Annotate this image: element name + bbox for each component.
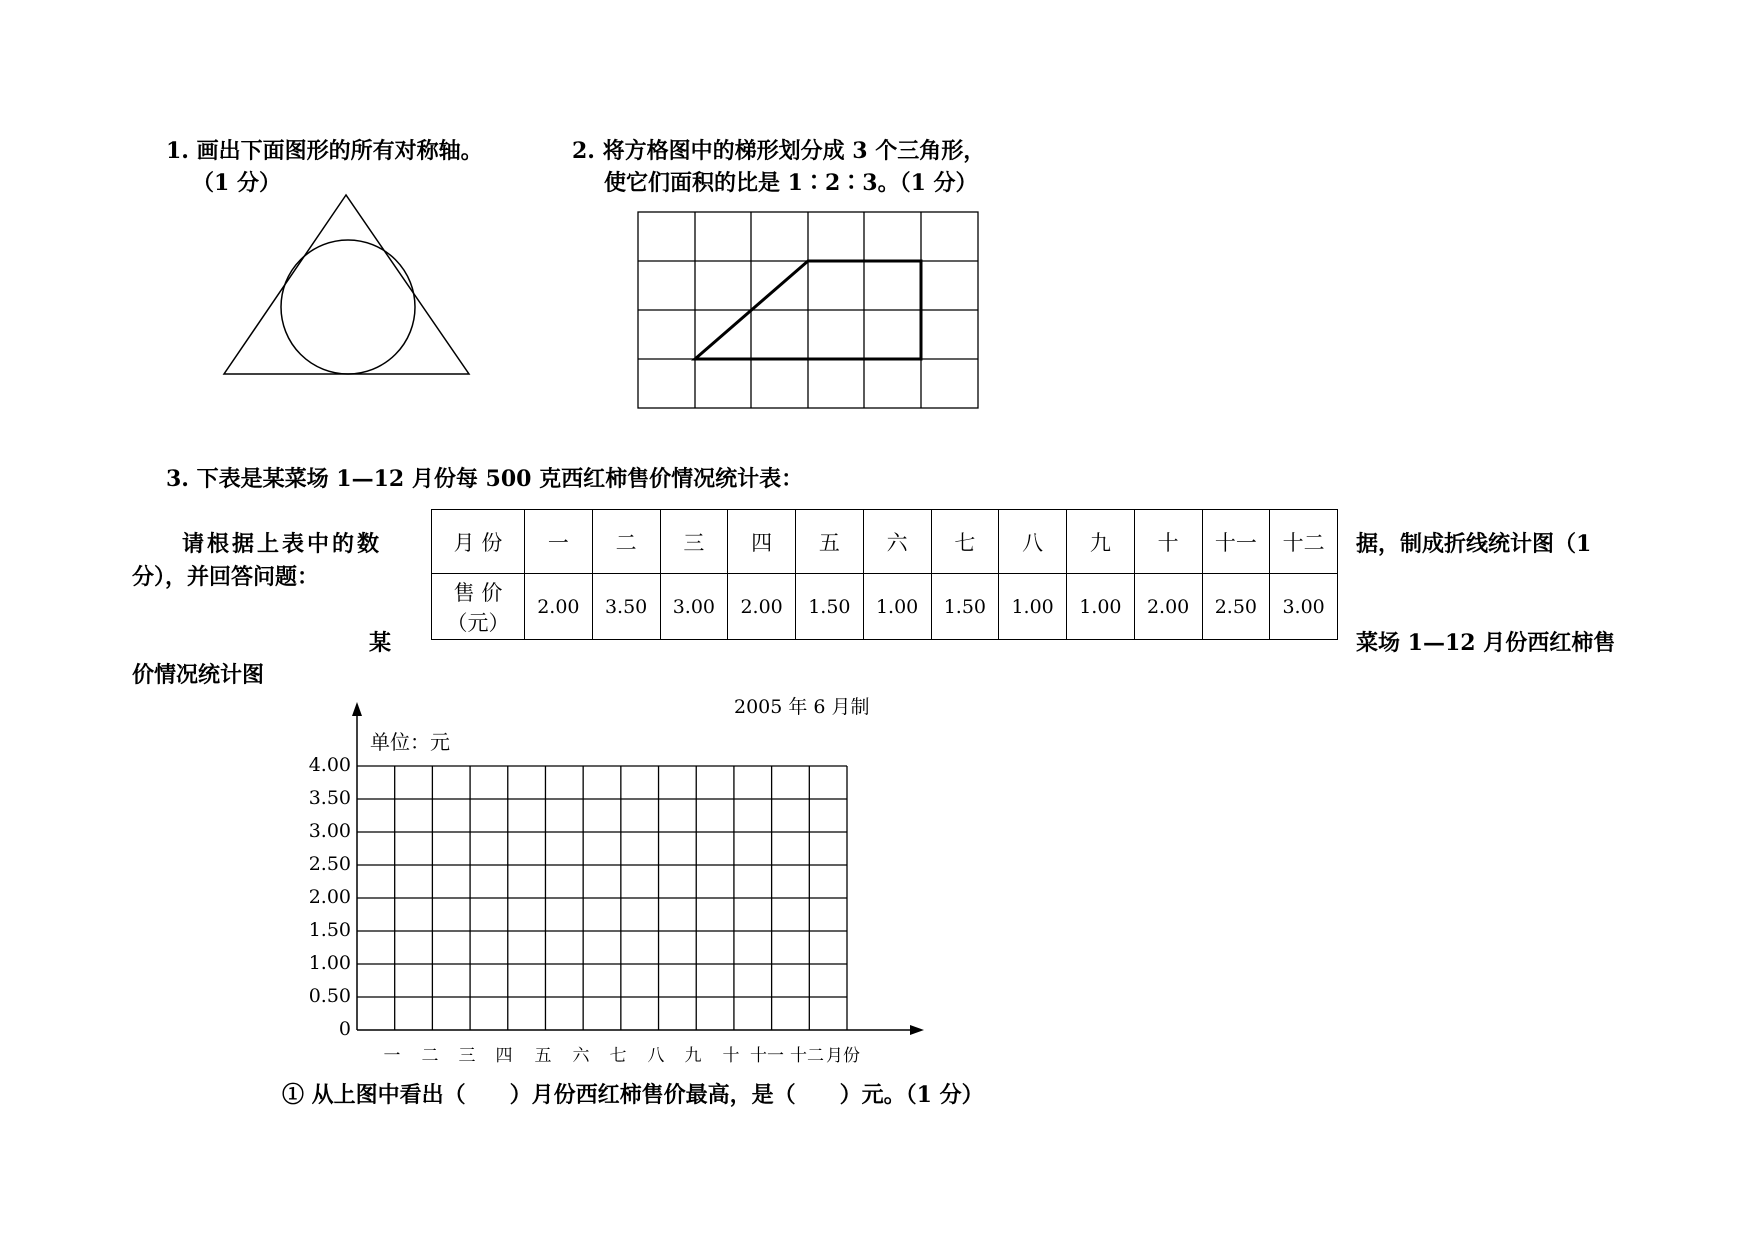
x-tick-label: 一 [383, 1046, 401, 1066]
x-tick-label: 二 [421, 1046, 439, 1066]
q2-line2: 使它们面积的比是 1∶2∶3。（1 分） [604, 170, 978, 196]
y-tick-label: 4.00 [308, 754, 351, 776]
x-tick-label: 十 [722, 1046, 740, 1066]
q2-line1: 2. 将方格图中的梯形划分成 3 个三角形， [572, 138, 986, 164]
chart-title-left: 某 [369, 630, 392, 656]
month-cell: 六 [863, 510, 931, 574]
price-cell: 3.00 [660, 574, 728, 640]
price-cell: 1.50 [796, 574, 864, 640]
q1-title: 1. 画出下面图形的所有对称轴。 [166, 138, 483, 164]
price-cell: 3.00 [1270, 574, 1338, 640]
x-tick-label: 十二 [790, 1046, 824, 1066]
row-label-price-1: 售 价 [453, 580, 503, 605]
x-tick-label: 五 [534, 1046, 552, 1066]
y-tick-label: 3.50 [308, 787, 351, 809]
price-cell: 1.00 [863, 574, 931, 640]
y-tick-label: 0 [338, 1018, 351, 1040]
price-cell: 1.50 [931, 574, 999, 640]
month-cell: 九 [1067, 510, 1135, 574]
month-cell: 十二 [1270, 510, 1338, 574]
y-tick-label: 1.00 [308, 952, 351, 974]
x-tick-label: 四 [495, 1046, 513, 1066]
chart-date-note: 2005 年 6 月制 [734, 696, 870, 718]
price-cell: 2.00 [728, 574, 796, 640]
row-label-price-2: （元） [446, 610, 510, 635]
x-tick-label: 六 [572, 1046, 590, 1066]
month-cell: 八 [999, 510, 1067, 574]
price-cell: 1.00 [1067, 574, 1135, 640]
x-tick-label: 三 [458, 1046, 476, 1066]
month-cell: 二 [592, 510, 660, 574]
month-cell: 三 [660, 510, 728, 574]
y-tick-label: 0.50 [308, 985, 351, 1007]
q1-points: （1 分） [192, 170, 281, 196]
month-cell: 十 [1134, 510, 1202, 574]
month-cell: 十一 [1202, 510, 1270, 574]
x-tick-label: 七 [609, 1046, 627, 1066]
q3-left-text-1: 请根据上表中的数 [182, 531, 383, 557]
y-tick-label: 2.50 [308, 853, 351, 875]
q3-left-text-2: 分），并回答问题： [132, 564, 320, 590]
x-axis-arrow [910, 1025, 924, 1035]
month-cell: 五 [796, 510, 864, 574]
y-tick-label: 1.50 [308, 919, 351, 941]
price-cell: 3.50 [592, 574, 660, 640]
x-tick-label: 九 [684, 1046, 702, 1066]
price-cell: 2.00 [1134, 574, 1202, 640]
y-axis-arrow [352, 702, 362, 716]
chart-title-right: 菜场 1—12 月份西红柿售 [1356, 630, 1616, 656]
month-cell: 一 [525, 510, 593, 574]
q3-right-text: 据，制成折线统计图（1 [1356, 531, 1592, 557]
chart-unit: 单位：元 [370, 730, 450, 754]
month-cell: 四 [728, 510, 796, 574]
chart-title-continued: 价情况统计图 [132, 662, 265, 688]
y-tick-label: 3.00 [308, 820, 351, 842]
month-cell: 七 [931, 510, 999, 574]
y-tick-label: 2.00 [308, 886, 351, 908]
price-cell: 2.50 [1202, 574, 1270, 640]
price-cell: 2.00 [525, 574, 593, 640]
x-unit-label: 月份 [826, 1046, 860, 1066]
price-cell: 1.00 [999, 574, 1067, 640]
x-tick-label: 十一 [750, 1046, 784, 1066]
q3-title: 3. 下表是某菜场 1—12 月份每 500 克西红柿售价情况统计表： [166, 466, 804, 492]
question-1: ① 从上图中看出（ ）月份西红柿售价最高，是（ ）元。（1 分） [282, 1082, 984, 1108]
row-label-month: 月 份 [432, 510, 525, 574]
x-tick-label: 八 [647, 1046, 665, 1066]
